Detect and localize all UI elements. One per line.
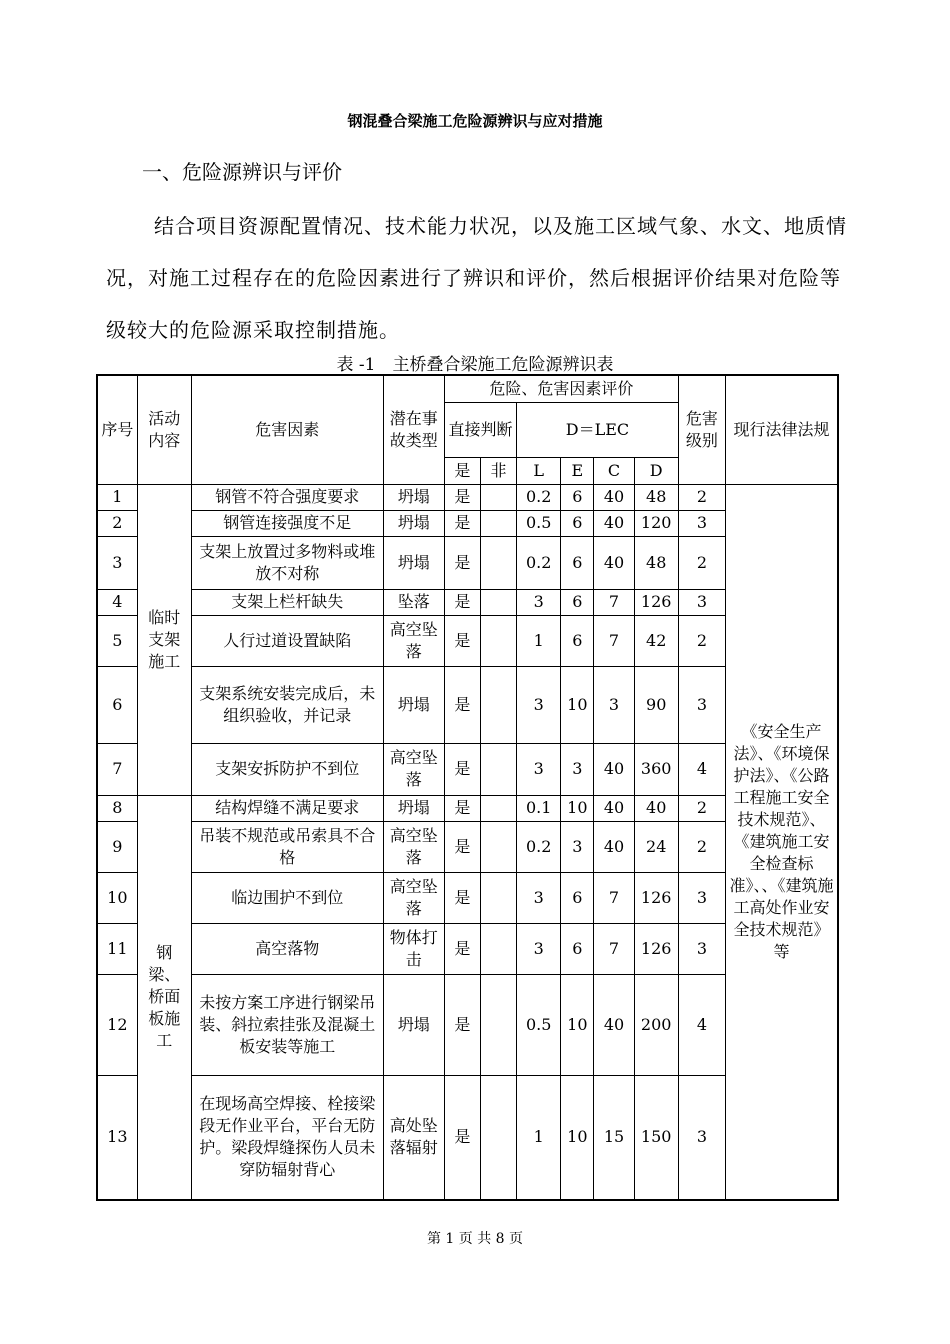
cell-accident: 坍塌	[383, 974, 444, 1075]
activity-cell: 钢梁、桥面板施工	[137, 795, 191, 1200]
cell-no: 8	[97, 795, 137, 821]
cell-c: 40	[594, 795, 634, 821]
header-no: 非	[480, 457, 516, 484]
cell-hazard: 钢管不符合强度要求	[191, 484, 383, 510]
cell-no-mark	[480, 821, 516, 872]
page-footer: 第 1 页 共 8 页	[426, 1231, 524, 1247]
cell-hazard: 钢管连接强度不足	[191, 510, 383, 536]
cell-c: 40	[594, 510, 634, 536]
cell-no-mark	[480, 615, 516, 666]
cell-yes: 是	[444, 484, 480, 510]
header-activity: 活动内容	[137, 375, 191, 484]
cell-no: 2	[97, 510, 137, 536]
cell-d: 120	[634, 510, 678, 536]
cell-no: 6	[97, 666, 137, 743]
cell-yes: 是	[444, 536, 480, 589]
cell-level: 3	[678, 510, 725, 536]
intro-paragraph: 结合项目资源配置情况、技术能力状况，以及施工区域气象、水文、地质情况，对施工过程存在的危险因素进行了辨识和评价，然后根据评价结果对危险等级较大的危险源采取控制措施。	[106, 214, 847, 342]
cell-l: 0.2	[517, 821, 561, 872]
cell-c: 7	[594, 589, 634, 615]
cell-d: 48	[634, 536, 678, 589]
cell-no-mark	[480, 923, 516, 974]
cell-c: 40	[594, 974, 634, 1075]
header-law: 现行法律法规	[726, 375, 839, 484]
cell-yes: 是	[444, 795, 480, 821]
cell-level: 2	[678, 615, 725, 666]
cell-hazard: 支架安拆防护不到位	[191, 743, 383, 795]
cell-d: 360	[634, 743, 678, 795]
cell-c: 7	[594, 872, 634, 923]
cell-yes: 是	[444, 923, 480, 974]
cell-no-mark	[480, 795, 516, 821]
cell-e: 3	[561, 743, 594, 795]
cell-l: 0.2	[517, 484, 561, 510]
cell-no: 13	[97, 1075, 137, 1200]
cell-hazard: 支架系统安装完成后，未组织验收，并记录	[191, 666, 383, 743]
cell-accident: 坠落	[383, 589, 444, 615]
cell-level: 2	[678, 484, 725, 510]
cell-hazard: 未按方案工序进行钢梁吊装、斜拉索挂张及混凝土板安装等施工	[191, 974, 383, 1075]
cell-d: 90	[634, 666, 678, 743]
cell-no-mark	[480, 510, 516, 536]
cell-hazard: 高空落物	[191, 923, 383, 974]
cell-accident: 高空坠落	[383, 872, 444, 923]
cell-no-mark	[480, 974, 516, 1075]
cell-d: 48	[634, 484, 678, 510]
cell-no: 11	[97, 923, 137, 974]
cell-e: 6	[561, 484, 594, 510]
cell-d: 42	[634, 615, 678, 666]
cell-no-mark	[480, 743, 516, 795]
header-e: E	[561, 457, 594, 484]
cell-e: 10	[561, 974, 594, 1075]
cell-yes: 是	[444, 510, 480, 536]
cell-e: 10	[561, 1075, 594, 1200]
cell-level: 2	[678, 821, 725, 872]
cell-hazard: 在现场高空焊接、栓接梁段无作业平台，平台无防护。梁段焊缝探伤人员未穿防辐射背心	[191, 1075, 383, 1200]
section-heading: 一、危险源辨识与评价	[142, 160, 342, 184]
cell-no: 12	[97, 974, 137, 1075]
cell-d: 126	[634, 923, 678, 974]
cell-e: 10	[561, 795, 594, 821]
cell-no-mark	[480, 666, 516, 743]
cell-no-mark	[480, 872, 516, 923]
cell-no: 9	[97, 821, 137, 872]
cell-no-mark	[480, 484, 516, 510]
cell-d: 150	[634, 1075, 678, 1200]
law-cell: 《安全生产法》、《环境保护法》、《公路工程施工安全技术规范》、《建筑施工安全检查标准》、、《建筑施工高处作业安全技术规范》等	[726, 484, 839, 1200]
cell-hazard: 支架上栏杆缺失	[191, 589, 383, 615]
document-title: 钢混叠合梁施工危险源辨识与应对措施	[347, 112, 603, 130]
cell-c: 40	[594, 743, 634, 795]
cell-yes: 是	[444, 872, 480, 923]
header-direct-judgment: 直接判断	[444, 402, 516, 457]
header-c: C	[594, 457, 634, 484]
cell-accident: 高处坠落辐射	[383, 1075, 444, 1200]
cell-no: 1	[97, 484, 137, 510]
cell-yes: 是	[444, 589, 480, 615]
cell-c: 7	[594, 923, 634, 974]
cell-accident: 高空坠落	[383, 615, 444, 666]
header-seq: 序号	[97, 375, 137, 484]
cell-hazard: 人行过道设置缺陷	[191, 615, 383, 666]
cell-accident: 坍塌	[383, 510, 444, 536]
cell-c: 40	[594, 821, 634, 872]
cell-l: 3	[517, 589, 561, 615]
header-accident-type: 潜在事故类型	[383, 375, 444, 484]
cell-c: 7	[594, 615, 634, 666]
cell-level: 2	[678, 536, 725, 589]
cell-l: 3	[517, 872, 561, 923]
cell-l: 0.2	[517, 536, 561, 589]
header-evaluation: 危险、危害因素评价	[444, 375, 678, 402]
cell-yes: 是	[444, 743, 480, 795]
cell-e: 6	[561, 536, 594, 589]
cell-yes: 是	[444, 974, 480, 1075]
cell-accident: 坍塌	[383, 795, 444, 821]
cell-l: 0.5	[517, 974, 561, 1075]
table-caption: 表 -1 主桥叠合梁施工危险源辨识表	[336, 355, 614, 375]
cell-yes: 是	[444, 666, 480, 743]
cell-no-mark	[480, 589, 516, 615]
cell-hazard: 结构焊缝不满足要求	[191, 795, 383, 821]
cell-no: 4	[97, 589, 137, 615]
cell-l: 1	[517, 615, 561, 666]
cell-l: 0.1	[517, 795, 561, 821]
cell-l: 3	[517, 666, 561, 743]
cell-level: 4	[678, 743, 725, 795]
cell-yes: 是	[444, 821, 480, 872]
header-lec: D＝LEC	[517, 402, 679, 457]
cell-hazard: 临边围护不到位	[191, 872, 383, 923]
cell-level: 2	[678, 795, 725, 821]
cell-level: 3	[678, 1075, 725, 1200]
cell-l: 0.5	[517, 510, 561, 536]
header-d: D	[634, 457, 678, 484]
cell-accident: 物体打击	[383, 923, 444, 974]
cell-e: 6	[561, 615, 594, 666]
cell-e: 6	[561, 923, 594, 974]
cell-c: 3	[594, 666, 634, 743]
cell-d: 24	[634, 821, 678, 872]
cell-l: 1	[517, 1075, 561, 1200]
cell-level: 4	[678, 974, 725, 1075]
hazard-table	[96, 374, 839, 1201]
cell-hazard: 吊装不规范或吊索具不合格	[191, 821, 383, 872]
cell-yes: 是	[444, 1075, 480, 1200]
cell-e: 6	[561, 510, 594, 536]
cell-accident: 坍塌	[383, 484, 444, 510]
cell-no-mark	[480, 536, 516, 589]
cell-level: 3	[678, 589, 725, 615]
cell-d: 126	[634, 589, 678, 615]
cell-level: 3	[678, 923, 725, 974]
cell-d: 40	[634, 795, 678, 821]
cell-no: 5	[97, 615, 137, 666]
cell-e: 6	[561, 589, 594, 615]
cell-e: 3	[561, 821, 594, 872]
header-yes: 是	[444, 457, 480, 484]
cell-accident: 坍塌	[383, 536, 444, 589]
cell-l: 3	[517, 923, 561, 974]
cell-hazard: 支架上放置过多物料或堆放不对称	[191, 536, 383, 589]
cell-c: 40	[594, 484, 634, 510]
cell-no: 3	[97, 536, 137, 589]
header-hazard: 危害因素	[191, 375, 383, 484]
cell-e: 10	[561, 666, 594, 743]
cell-d: 126	[634, 872, 678, 923]
cell-d: 200	[634, 974, 678, 1075]
cell-level: 3	[678, 872, 725, 923]
header-l: L	[517, 457, 561, 484]
cell-level: 3	[678, 666, 725, 743]
cell-no-mark	[480, 1075, 516, 1200]
cell-c: 15	[594, 1075, 634, 1200]
cell-accident: 高空坠落	[383, 743, 444, 795]
cell-c: 40	[594, 536, 634, 589]
activity-cell: 临时支架施工	[137, 484, 191, 795]
cell-accident: 高空坠落	[383, 821, 444, 872]
cell-no: 7	[97, 743, 137, 795]
cell-yes: 是	[444, 615, 480, 666]
cell-no: 10	[97, 872, 137, 923]
cell-e: 6	[561, 872, 594, 923]
cell-l: 3	[517, 743, 561, 795]
cell-accident: 坍塌	[383, 666, 444, 743]
header-level: 危害级别	[678, 375, 725, 484]
